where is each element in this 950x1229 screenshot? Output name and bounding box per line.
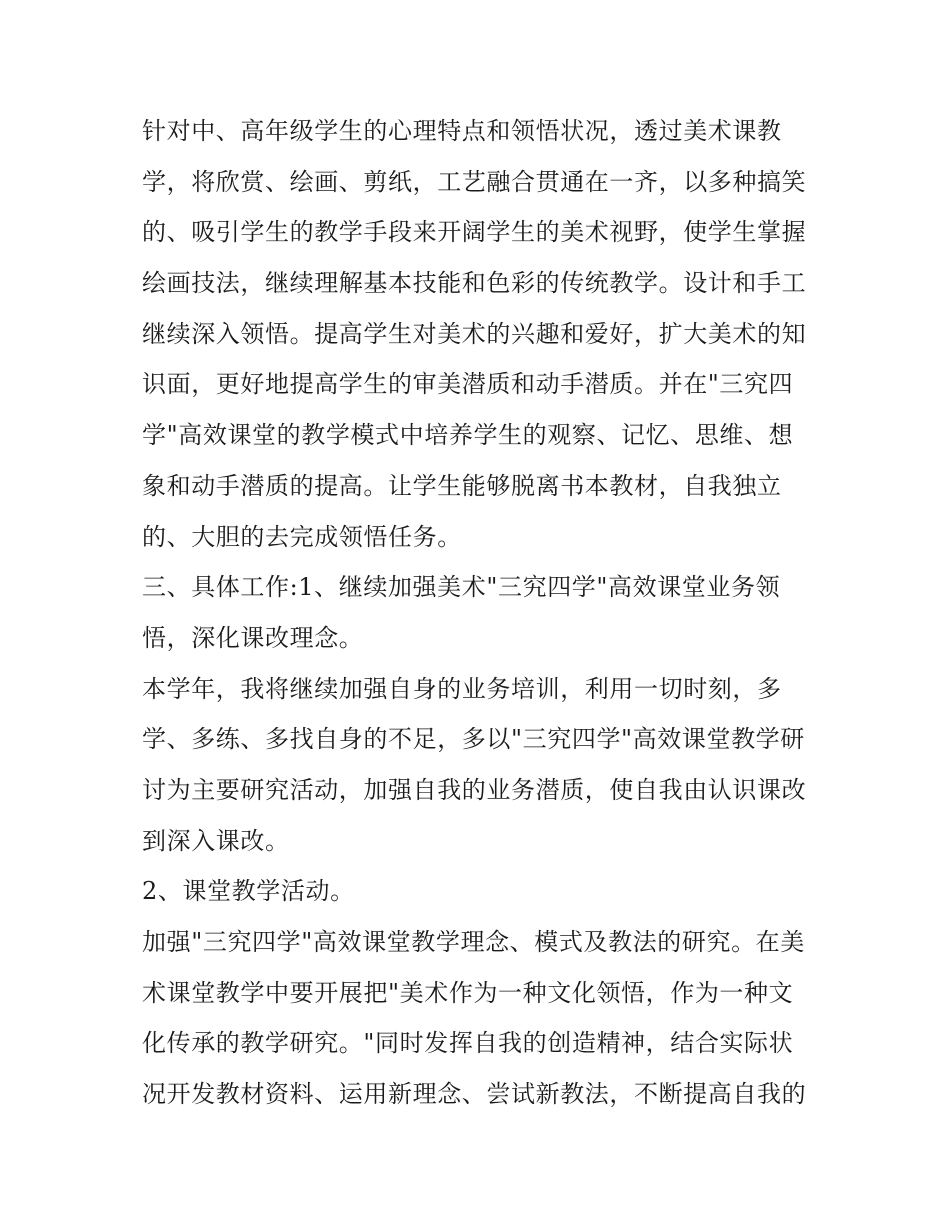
text-line: 的、大胆的去完成领悟任务。 xyxy=(142,522,462,551)
text-line: 绘画技法，继续理解基本技能和色彩的传统教学。设计和手工 xyxy=(142,269,807,298)
text-line: 化传承的教学研究。"同时发挥自我的创造精神，结合实际状 xyxy=(142,1029,794,1058)
text-line: 术课堂教学中要开展把"美术作为一种文化领悟，作为一种文 xyxy=(142,978,794,1007)
subheading-line: 2、课堂教学活动。 xyxy=(142,877,355,906)
section-heading-line: 悟，深化课改理念。 xyxy=(142,623,364,652)
text-line: 学，将欣赏、绘画、剪纸，工艺融合贯通在一齐，以多种搞笑 xyxy=(142,167,807,196)
text-line: 讨为主要研究活动，加强自我的业务潜质，使自我由认识课改 xyxy=(142,775,807,804)
text-line: 象和动手潜质的提高。让学生能够脱离书本教材，自我独立 xyxy=(142,471,782,500)
document-body xyxy=(142,106,814,1120)
section-heading-line: 三、具体工作:1、继续加强美术"三究四学"高效课堂业务领 xyxy=(142,573,781,602)
text-line: 识面，更好地提高学生的审美潜质和动手潜质。并在"三究四 xyxy=(142,370,794,399)
text-line: 加强"三究四学"高效课堂教学理念、模式及教法的研究。在美 xyxy=(142,928,805,956)
text-line: 到深入课改。 xyxy=(142,826,290,855)
text-line: 学、多练、多找自身的不足，多以"三究四学"高效课堂教学研 xyxy=(142,725,805,754)
text-line: 继续深入领悟。提高学生对美术的兴趣和爱好，扩大美术的知 xyxy=(142,319,807,348)
text-line: 针对中、高年级学生的心理特点和领悟状况，透过美术课教 xyxy=(142,117,782,145)
text-line: 况开发教材资料、运用新理念、尝试新教法，不断提高自我的 xyxy=(142,1080,807,1109)
text-line: 的、吸引学生的教学手段来开阔学生的美术视野，使学生掌握 xyxy=(142,218,807,247)
text-line: 学"高效课堂的教学模式中培养学生的观察、记忆、思维、想 xyxy=(142,421,794,450)
text-line: 本学年，我将继续加强自身的业务培训，利用一切时刻，多 xyxy=(142,674,782,703)
